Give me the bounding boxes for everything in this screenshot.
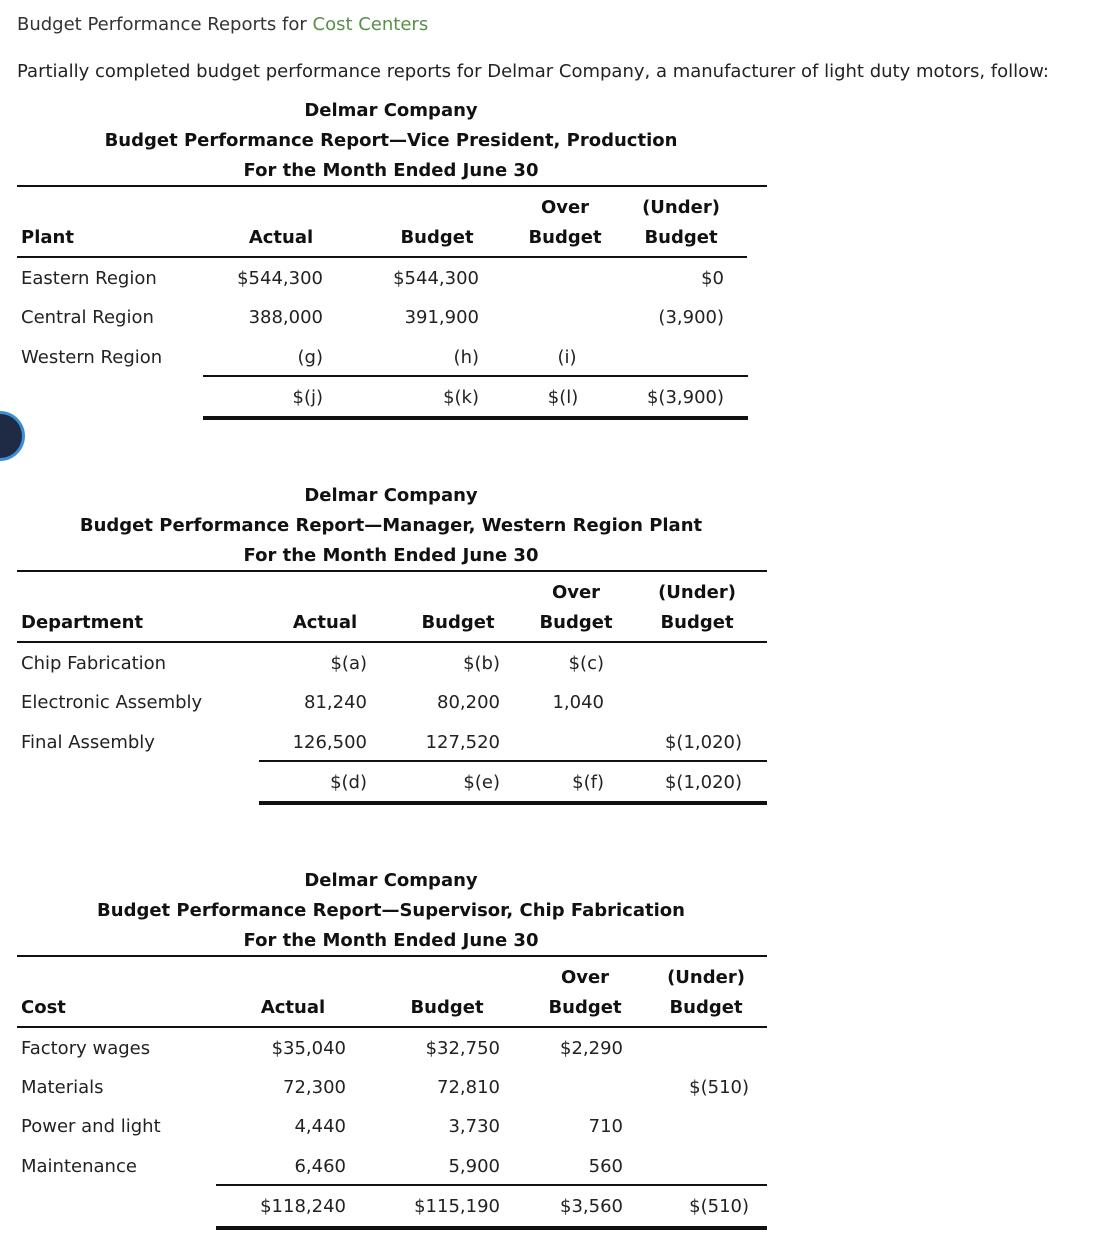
row-budget: 3,730 [448,1116,500,1137]
report-title: Budget Performance Report—Supervisor, Chip Fabrication [97,900,685,921]
row-actual: 4,440 [294,1116,346,1137]
header-rule [17,570,767,572]
row-budget: 80,200 [437,692,500,713]
report-period: For the Month Ended June 30 [243,930,539,951]
row-budget: 391,900 [404,307,479,328]
row-label: Electronic Assembly [21,692,203,713]
row-actual: 72,300 [283,1077,346,1098]
row-budget: $544,300 [393,268,479,289]
subtotal-rule [203,375,748,377]
row-label: Power and light [21,1116,161,1137]
report-company: Delmar Company [304,100,478,121]
row-over: (i) [557,347,577,368]
col-header-budget: Budget [400,227,474,248]
report-period: For the Month Ended June 30 [243,545,539,566]
row-label: Factory wages [21,1038,151,1059]
col-header-over: Over [560,967,610,988]
subtotal-rule [259,760,767,762]
row-label: Final Assembly [21,732,155,753]
row-budget: 5,900 [448,1156,500,1177]
row-actual: $544,300 [237,268,323,289]
col-header-over: Over [540,197,590,218]
row-under: (3,900) [658,307,724,328]
col-header-label: Plant [21,227,74,248]
total-actual: $118,240 [260,1196,346,1217]
row-actual: $(a) [330,653,367,674]
report-vice-president [0,0,1094,408]
col-header-over-budget: Budget [528,227,602,248]
row-label: Maintenance [21,1156,137,1177]
total-over: $(f) [572,772,604,793]
subtotal-rule [216,1184,767,1186]
col-header-under-budget: Budget [660,612,734,633]
intro-text: Partially completed budget performance reports for Delmar Company, a manufacturer of light duty motors, follow: [17,61,1049,82]
row-label: Western Region [21,347,163,368]
row-actual: 6,460 [294,1156,346,1177]
report-supervisor-chip [0,770,1094,1217]
col-header-under-budget: Budget [644,227,718,248]
row-actual: 81,240 [304,692,367,713]
col-header-under: (Under) [658,582,736,603]
total-budget: $115,190 [414,1196,500,1217]
row-over: $(c) [568,653,604,674]
total-under: $(1,020) [664,772,742,793]
heading-text: Budget Performance Reports for [17,14,313,35]
report-title: Budget Performance Report—Vice President, Production [104,130,678,151]
header-rule [17,185,767,187]
row-actual: (g) [297,347,323,368]
total-over: $3,560 [560,1196,623,1217]
col-header-label: Department [21,612,144,633]
row-actual: 126,500 [292,732,367,753]
row-over: 1,040 [552,692,604,713]
column-rule [17,256,747,258]
report-company: Delmar Company [304,870,478,891]
col-header-budget: Budget [421,612,495,633]
row-label: Chip Fabrication [21,653,167,674]
row-budget: $32,750 [425,1038,500,1059]
total-actual: $(j) [292,387,323,408]
col-header-actual: Actual [248,227,314,248]
row-budget: 127,520 [425,732,500,753]
row-over: 710 [588,1116,623,1137]
cost-centers-link[interactable]: Cost Centers [312,14,429,35]
col-header-under-budget: Budget [669,997,743,1018]
row-budget: 72,810 [437,1077,500,1098]
report-period: For the Month Ended June 30 [243,160,539,181]
row-label: Materials [21,1077,104,1098]
row-under: $(1,020) [664,732,742,753]
header-rule [17,955,767,957]
total-budget: $(e) [463,772,500,793]
total-under: $(510) [689,1196,749,1217]
row-actual: $35,040 [271,1038,346,1059]
total-actual: $(d) [330,772,367,793]
row-under: $(510) [689,1077,749,1098]
row-under: $0 [701,268,724,289]
column-rule [17,1026,767,1028]
col-header-over-budget: Budget [539,612,613,633]
report-company: Delmar Company [304,485,478,506]
column-rule [17,641,767,643]
row-over: $2,290 [560,1038,623,1059]
row-actual: 388,000 [248,307,323,328]
total-budget: $(k) [443,387,479,408]
col-header-over-budget: Budget [548,997,622,1018]
report-manager-western [0,385,1094,793]
total-over: $(l) [547,387,579,408]
col-header-under: (Under) [667,967,745,988]
col-header-label: Cost [21,997,66,1018]
row-label: Central Region [21,307,154,328]
report-title: Budget Performance Report—Manager, Western Region Plant [79,515,703,536]
row-over: 560 [588,1156,623,1177]
total-under: $(3,900) [646,387,724,408]
total-rule [216,1226,767,1230]
row-budget: $(b) [463,653,500,674]
row-label: Eastern Region [21,268,157,289]
col-header-actual: Actual [292,612,358,633]
row-budget: (h) [453,347,479,368]
col-header-budget: Budget [410,997,484,1018]
col-header-under: (Under) [642,197,720,218]
col-header-over: Over [551,582,601,603]
col-header-actual: Actual [260,997,326,1018]
